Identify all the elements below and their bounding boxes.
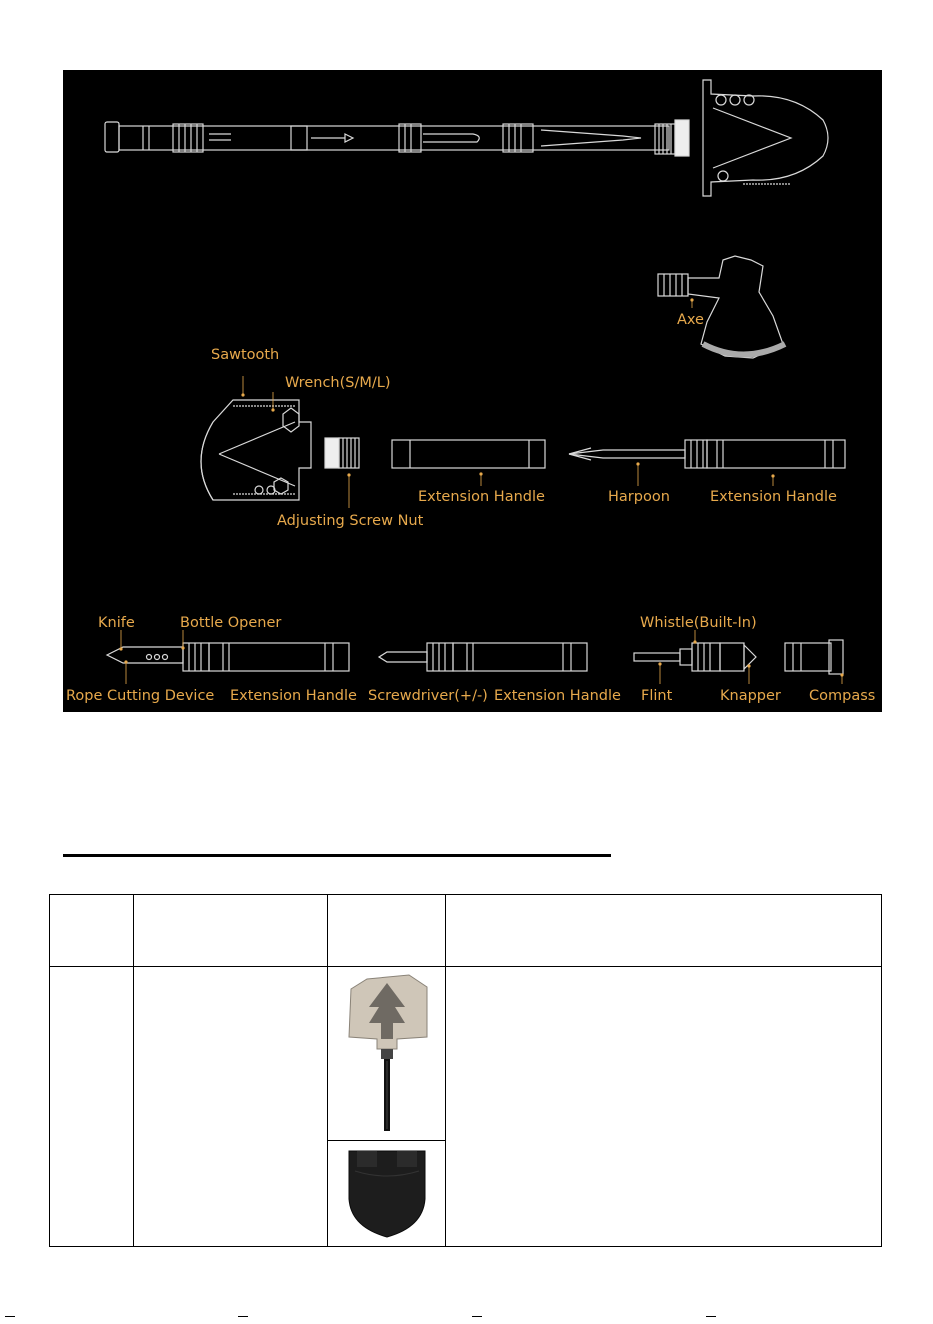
knife-drawing xyxy=(107,643,349,671)
row-cell-2 xyxy=(134,967,328,1247)
label-extension-handle-1: Extension Handle xyxy=(418,489,545,505)
harpoon-drawing xyxy=(569,440,845,478)
label-whistle: Whistle(Built-In) xyxy=(640,615,757,631)
whistle-flint-drawing xyxy=(634,640,756,671)
header-cell-2 xyxy=(134,895,328,967)
shovel-photo xyxy=(337,967,437,1135)
label-extension-handle-2: Extension Handle xyxy=(710,489,837,505)
label-adjusting-screw-nut: Adjusting Screw Nut xyxy=(277,513,424,529)
label-harpoon: Harpoon xyxy=(608,489,670,505)
label-knapper: Knapper xyxy=(720,688,781,704)
header-cell-1 xyxy=(50,895,134,967)
label-extension-handle-3: Extension Handle xyxy=(230,688,357,704)
label-screwdriver: Screwdriver(+/-) xyxy=(368,688,488,704)
compass-drawing xyxy=(785,640,844,677)
exploded-diagram xyxy=(63,70,882,712)
header-cell-4 xyxy=(446,895,882,967)
row-cell-1 xyxy=(50,967,134,1247)
screwdriver-drawing xyxy=(379,643,587,671)
mark xyxy=(472,1316,482,1317)
pouch-photo-cell xyxy=(328,1141,446,1247)
assembled-tool-drawing xyxy=(105,80,828,196)
header-cell-3 xyxy=(328,895,446,967)
row-cell-4 xyxy=(446,967,882,1247)
label-axe: Axe xyxy=(677,312,704,328)
label-sawtooth: Sawtooth xyxy=(211,347,280,363)
extension-handle-drawing-1 xyxy=(392,440,545,476)
shovel-head-drawing xyxy=(201,393,359,500)
label-compass: Compass xyxy=(809,688,876,704)
label-bottle-opener: Bottle Opener xyxy=(180,615,282,631)
table-header-row xyxy=(50,895,882,967)
table-row xyxy=(50,967,882,1141)
heading-underline xyxy=(63,854,611,857)
carry-pouch-photo xyxy=(337,1141,437,1241)
mark xyxy=(5,1316,15,1317)
spec-table xyxy=(49,894,882,1247)
shovel-photo-cell xyxy=(328,967,446,1141)
label-flint: Flint xyxy=(641,688,673,704)
mark xyxy=(238,1316,248,1317)
label-rope-cutting-device: Rope Cutting Device xyxy=(66,688,215,704)
label-wrench: Wrench(S/M/L) xyxy=(285,375,391,391)
label-extension-handle-4: Extension Handle xyxy=(494,688,621,704)
axe-drawing xyxy=(658,256,785,358)
label-knife: Knife xyxy=(98,615,135,631)
mark xyxy=(706,1316,716,1317)
